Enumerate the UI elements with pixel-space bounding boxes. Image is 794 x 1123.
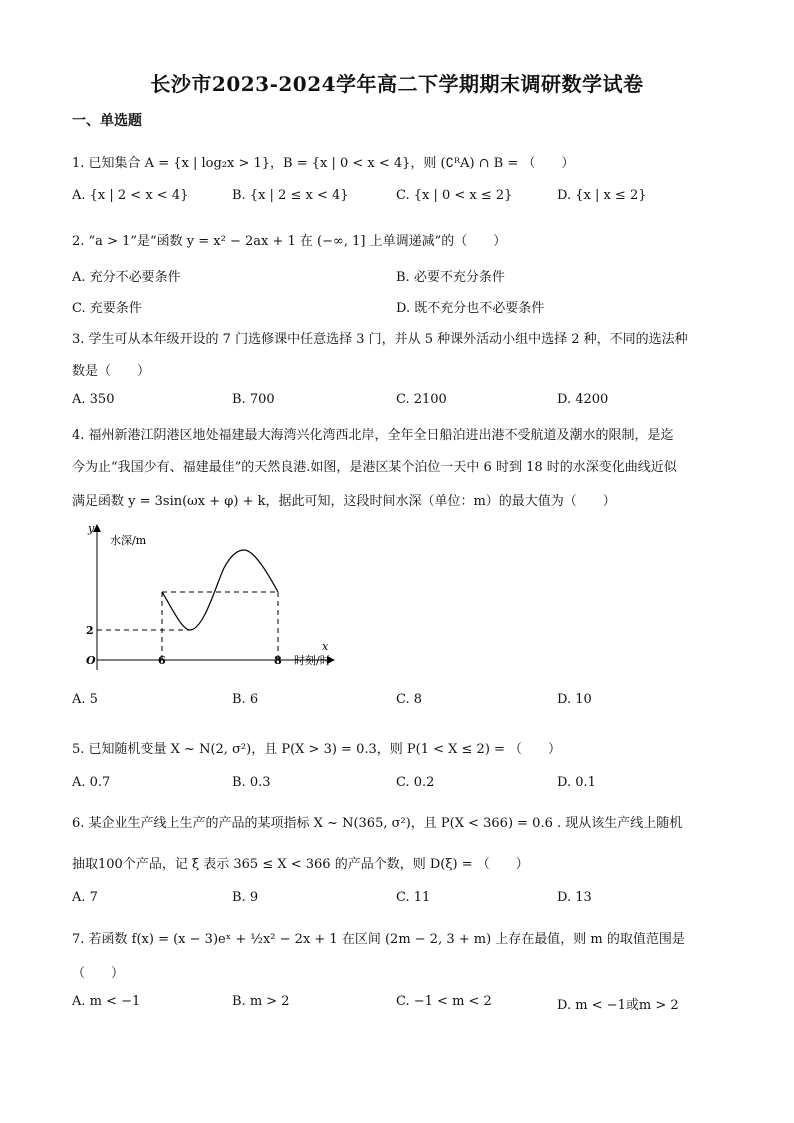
q1-option-c[interactable]: C. {x | 0 < x ≤ 2} (396, 188, 513, 203)
tick-label-2: 2 (86, 624, 94, 637)
question-6-line-2: 抽取100个产品，记 ξ 表示 365 ≤ X < 366 的产品个数，则 D(ξ) = （ ） (72, 857, 529, 872)
question-7-line-1: 7. 若函数 f(x) = (x − 3)eˣ + ½x² − 2x + 1 在区间 (2m − 2, 3 + m) 上存在最值，则 m 的取值范围是 (72, 932, 685, 947)
q7-option-a[interactable]: A. m < −1 (72, 994, 141, 1009)
question-4-line-1: 4. 福州新港江阴港区地处福建最大海湾兴化湾西北岸，全年全日船泊进出港不受航道及潮水的限制，是迄 (72, 428, 674, 443)
page-title: 长沙市2023-2024学年高二下学期期末调研数学试卷 (150, 72, 644, 96)
origin-label: O (86, 654, 96, 667)
tick-label-8: 8 (274, 654, 282, 667)
q4-option-d[interactable]: D. 10 (557, 692, 592, 707)
q6-option-c[interactable]: C. 11 (396, 890, 431, 905)
q7-option-b[interactable]: B. m > 2 (232, 994, 290, 1009)
q2-option-a[interactable]: A. 充分不必要条件 (72, 270, 181, 285)
y-axis-title: 水深/m (110, 534, 147, 547)
question-1-stem: 1. 已知集合 A = {x | log₂x > 1}，B = {x | 0 < x < 4}，则 (∁ᴿA) ∩ B = （ ） (72, 156, 575, 171)
x-axis-label: x (322, 640, 329, 653)
q1-option-a[interactable]: A. {x | 2 < x < 4} (72, 188, 189, 203)
question-6-line-1: 6. 某企业生产线上生产的产品的某项指标 X ~ N(365, σ²)，且 P(X < 366) = 0.6 . 现从该生产线上随机 (72, 816, 683, 831)
q3-option-a[interactable]: A. 350 (72, 392, 115, 407)
question-4-line-2: 今为止“我国少有、福建最佳”的天然良港.如图，是港区某个泊位一天中 6 时到 18 时的水深变化曲线近似 (72, 460, 677, 475)
q3-option-b[interactable]: B. 700 (232, 392, 275, 407)
question-3-line-2: 数是（ ） (72, 364, 151, 379)
tick-label-6: 6 (158, 654, 166, 667)
y-axis-label: y (88, 522, 95, 535)
q4-option-a[interactable]: A. 5 (72, 692, 98, 707)
q5-option-a[interactable]: A. 0.7 (72, 775, 111, 790)
section-heading: 一、单选题 (72, 113, 142, 129)
question-4-line-3: 满足函数 y = 3sin(ωx + φ) + k，据此可知，这段时间水深（单位：m）的最大值为（ ） (72, 494, 616, 509)
q2-option-c[interactable]: C. 充要条件 (72, 301, 142, 316)
q7-option-d[interactable]: D. m < −1或m > 2 (557, 998, 679, 1013)
q5-option-d[interactable]: D. 0.1 (557, 775, 596, 790)
depth-curve (162, 550, 278, 630)
question-3-line-1: 3. 学生可从本年级开设的 7 门选修课中任意选择 3 门，并从 5 种课外活动小组中选择 2 种，不同的选法种 (72, 332, 688, 347)
q6-option-d[interactable]: D. 13 (557, 890, 592, 905)
question-5-stem: 5. 已知随机变量 X ~ N(2, σ²)，且 P(X > 3) = 0.3，则 P(1 < X ≤ 2) = （ ） (72, 742, 562, 757)
question-2-stem: 2. “a > 1”是“函数 y = x² − 2ax + 1 在 (−∞, 1] 上单调递减”的（ ） (72, 234, 507, 249)
q1-option-d[interactable]: D. {x | x ≤ 2} (557, 188, 647, 203)
x-axis-title: 时刻/时 (294, 654, 331, 667)
q3-option-c[interactable]: C. 2100 (396, 392, 447, 407)
question-7-line-2: （ ） (72, 966, 125, 981)
q3-option-d[interactable]: D. 4200 (557, 392, 609, 407)
q6-option-b[interactable]: B. 9 (232, 890, 259, 905)
q5-option-c[interactable]: C. 0.2 (396, 775, 435, 790)
q6-option-a[interactable]: A. 7 (72, 890, 98, 905)
q2-option-d[interactable]: D. 既不充分也不必要条件 (396, 301, 545, 316)
q4-option-c[interactable]: C. 8 (396, 692, 423, 707)
q5-option-b[interactable]: B. 0.3 (232, 775, 271, 790)
q4-option-b[interactable]: B. 6 (232, 692, 259, 707)
q7-option-c[interactable]: C. −1 < m < 2 (396, 994, 492, 1009)
q1-option-b[interactable]: B. {x | 2 ≤ x < 4} (232, 188, 349, 203)
water-depth-graph (72, 520, 352, 680)
q2-option-b[interactable]: B. 必要不充分条件 (396, 270, 505, 285)
